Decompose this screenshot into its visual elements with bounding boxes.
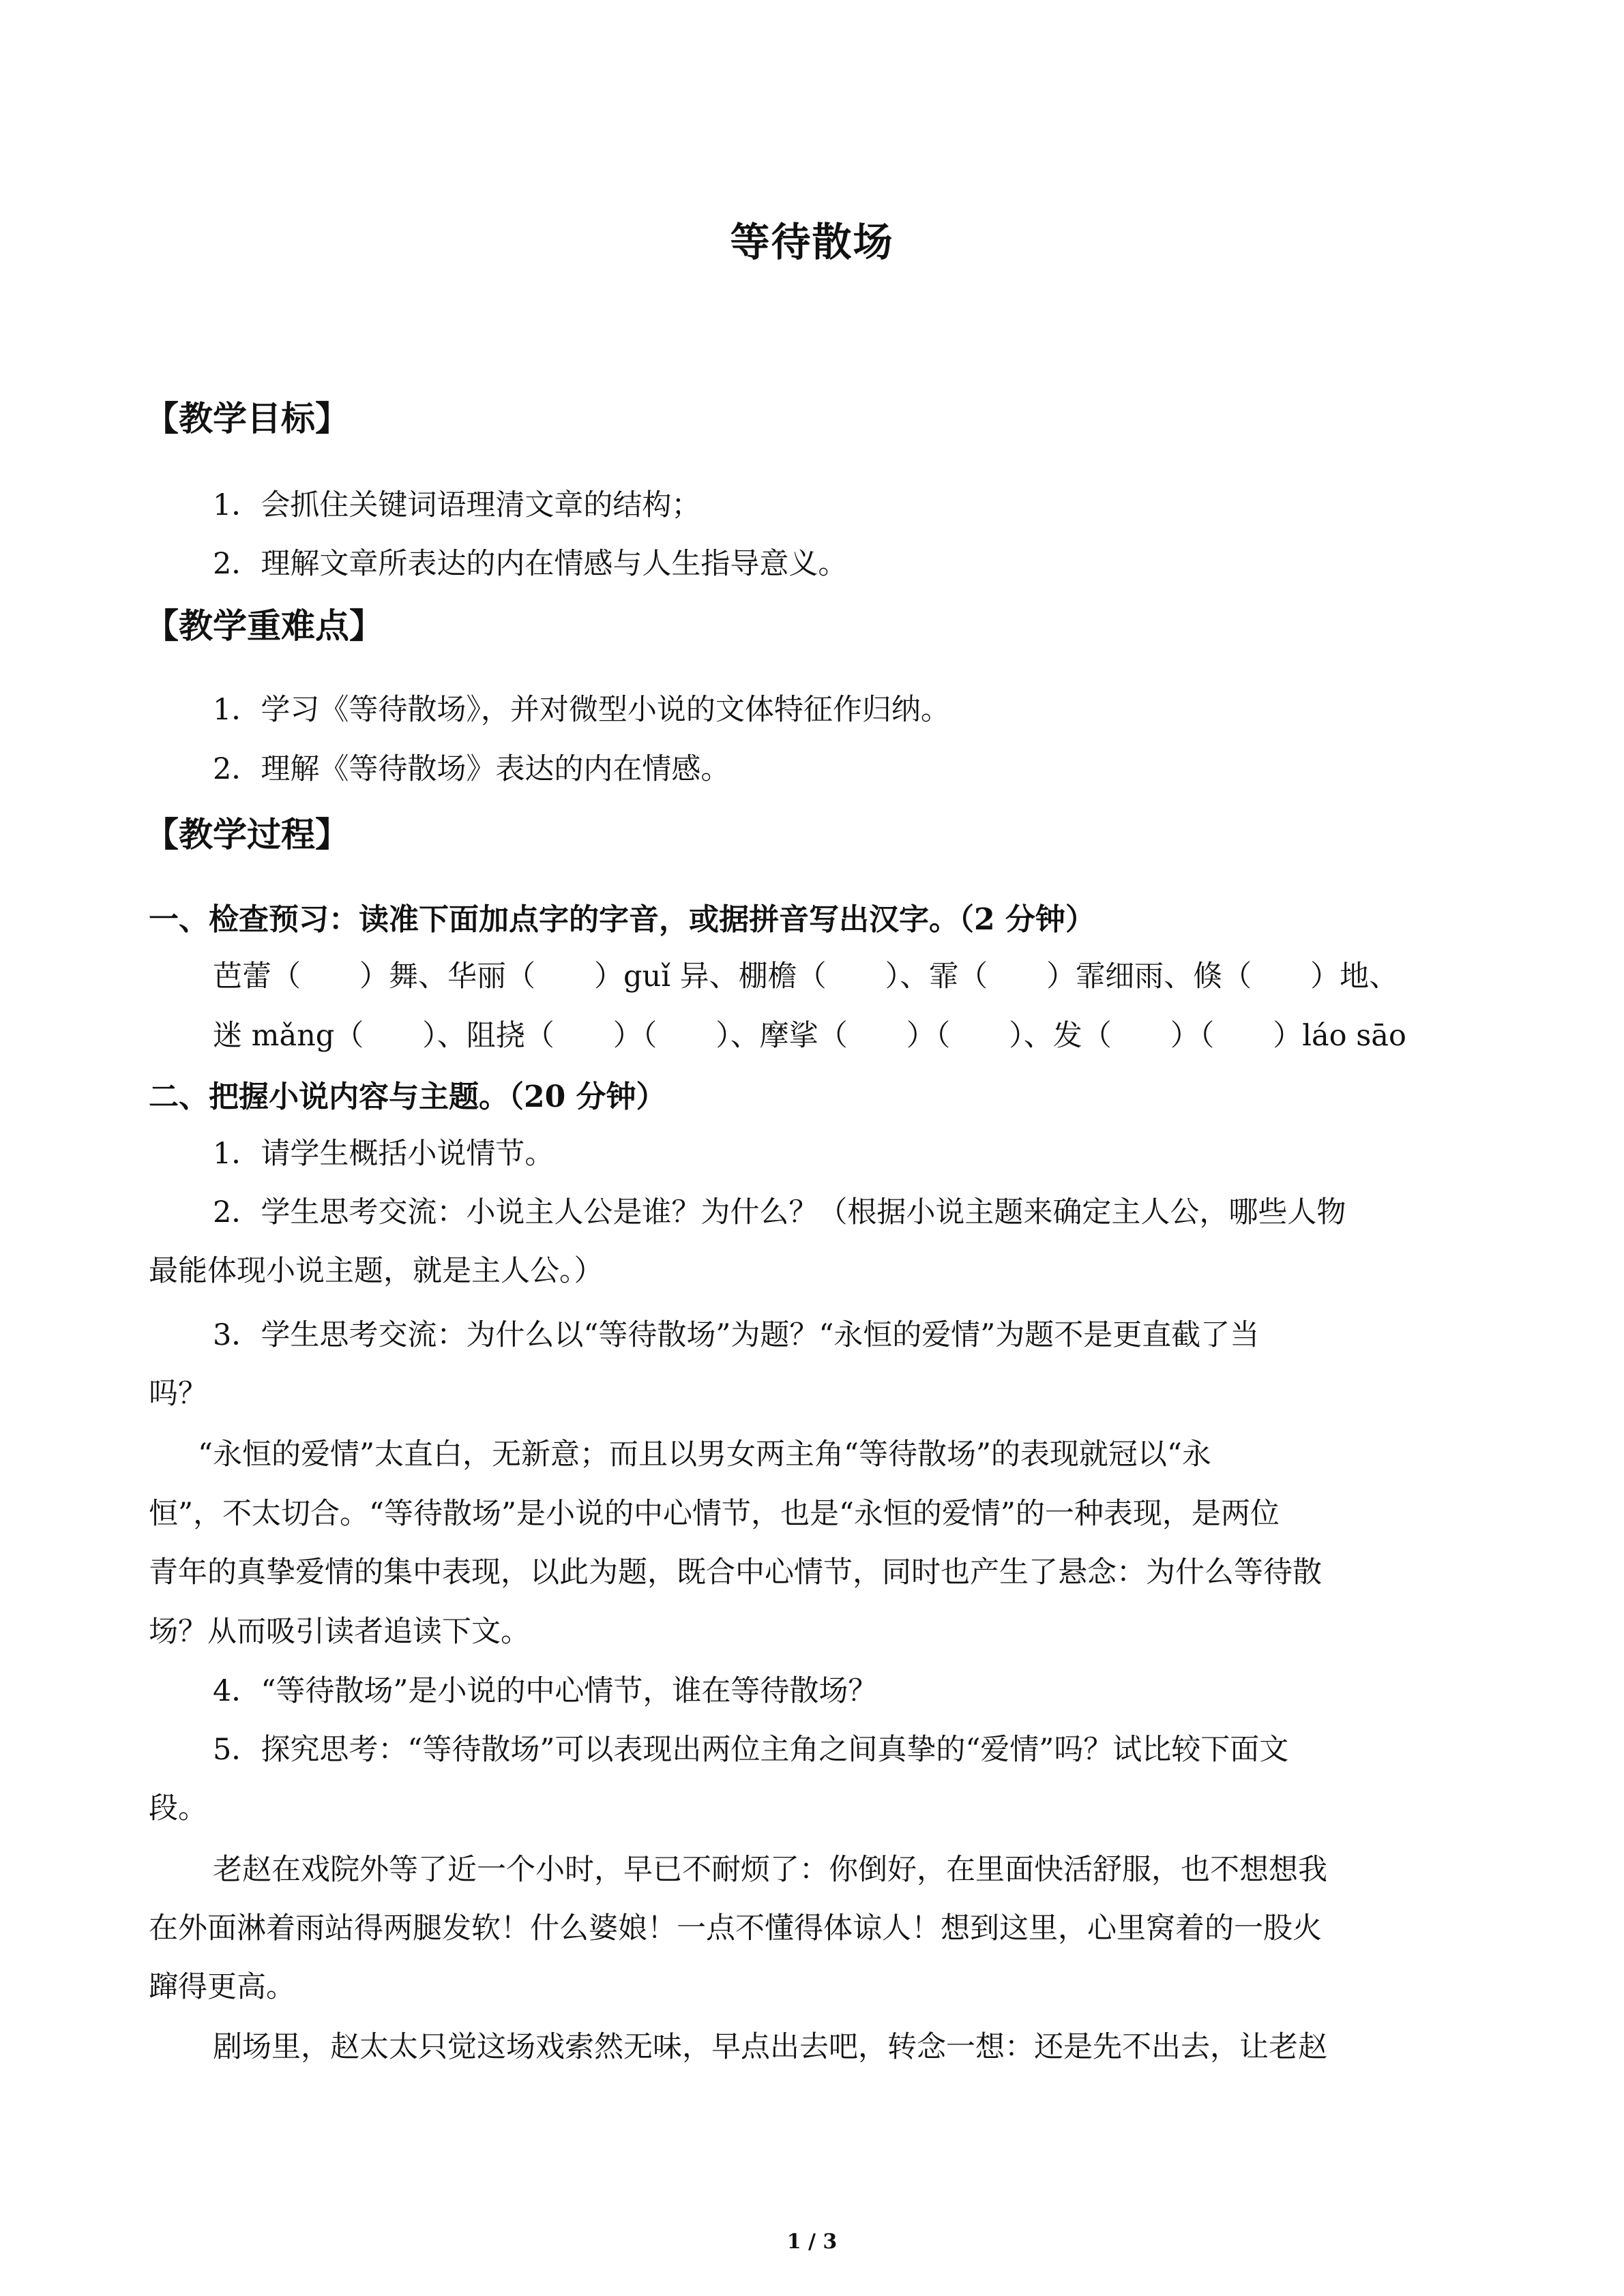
key-point-item: 2．理解《等待散场》表达的内在情感。 — [213, 752, 730, 786]
section-heading-process: 【教学过程】 — [145, 814, 349, 854]
preview-line: 芭蕾（ ）舞、华丽（ ）guǐ 异、棚檐（ ）、霏（ ）霏细雨、倏（ ）地、 — [213, 959, 1399, 994]
paragraph-line: 吗？ — [149, 1377, 207, 1411]
paragraph-line: 3．学生思考交流：为什么以“等待散场”为题？“永恒的爱情”为题不是更直截了当 — [213, 1318, 1260, 1352]
objective-item: 1．会抓住关键词语理清文章的结构； — [213, 488, 701, 522]
paragraph-line: 5．探究思考：“等待散场”可以表现出两位主角之间真挚的“爱情”吗？试比较下面文 — [213, 1733, 1289, 1767]
paragraph-line: 在外面淋着雨站得两腿发软！什么婆娘！一点不懂得体谅人！想到这里，心里窝着的一股火 — [149, 1911, 1322, 1945]
paragraph-line: 老赵在戏院外等了近一个小时，早已不耐烦了：你倒好，在里面快活舒服，也不想想我 — [213, 1853, 1327, 1887]
paragraph-line: “永恒的爱情”太直白，无新意；而且以男女两主角“等待散场”的表现就冠以“永 — [198, 1437, 1211, 1472]
paragraph-line: 2．学生思考交流：小说主人公是谁？为什么？（根据小说主题来确定主人公，哪些人物 — [213, 1195, 1346, 1229]
process-part2-heading: 二、把握小说内容与主题。（20 分钟） — [149, 1079, 666, 1114]
page-title: 等待散场 — [730, 219, 894, 265]
paragraph-line: 最能体现小说主题，就是主人公。） — [149, 1254, 604, 1288]
objective-item: 2．理解文章所表达的内在情感与人生指导意义。 — [213, 547, 848, 581]
paragraph-line: 场？从而吸引读者追读下文。 — [149, 1615, 530, 1649]
preview-line: 迷 mǎng（ ）、阻挠（ ）（ ）、摩挲（ ）（ ）、发（ ）（ ）láo sāo — [213, 1019, 1406, 1053]
paragraph-line: 1．请学生概括小说情节。 — [213, 1137, 555, 1171]
page-number: 1 / 3 — [786, 2230, 838, 2254]
process-part1-heading: 一、检查预习：读准下面加点字的字音，或据拼音写出汉字。（2 分钟） — [149, 902, 1095, 937]
paragraph-line: 4．“等待散场”是小说的中心情节，谁在等待散场？ — [213, 1674, 878, 1708]
section-heading-key-points: 【教学重难点】 — [145, 606, 383, 646]
paragraph-line: 蹿得更高。 — [149, 1970, 295, 2004]
paragraph-line: 剧场里，赵太太只觉这场戏索然无味，早点出去吧，转念一想：还是先不出去，让老赵 — [213, 2030, 1327, 2064]
paragraph-line: 恒”，不太切合。“等待散场”是小说的中心情节，也是“永恒的爱情”的一种表现，是两位 — [149, 1497, 1280, 1531]
paragraph-line: 青年的真挚爱情的集中表现，以此为题，既合中心情节，同时也产生了悬念：为什么等待散 — [149, 1555, 1322, 1590]
section-heading-objectives: 【教学目标】 — [145, 398, 349, 438]
paragraph-line: 段。 — [149, 1791, 207, 1825]
key-point-item: 1．学习《等待散场》，并对微型小说的文体特征作归纳。 — [213, 693, 950, 727]
